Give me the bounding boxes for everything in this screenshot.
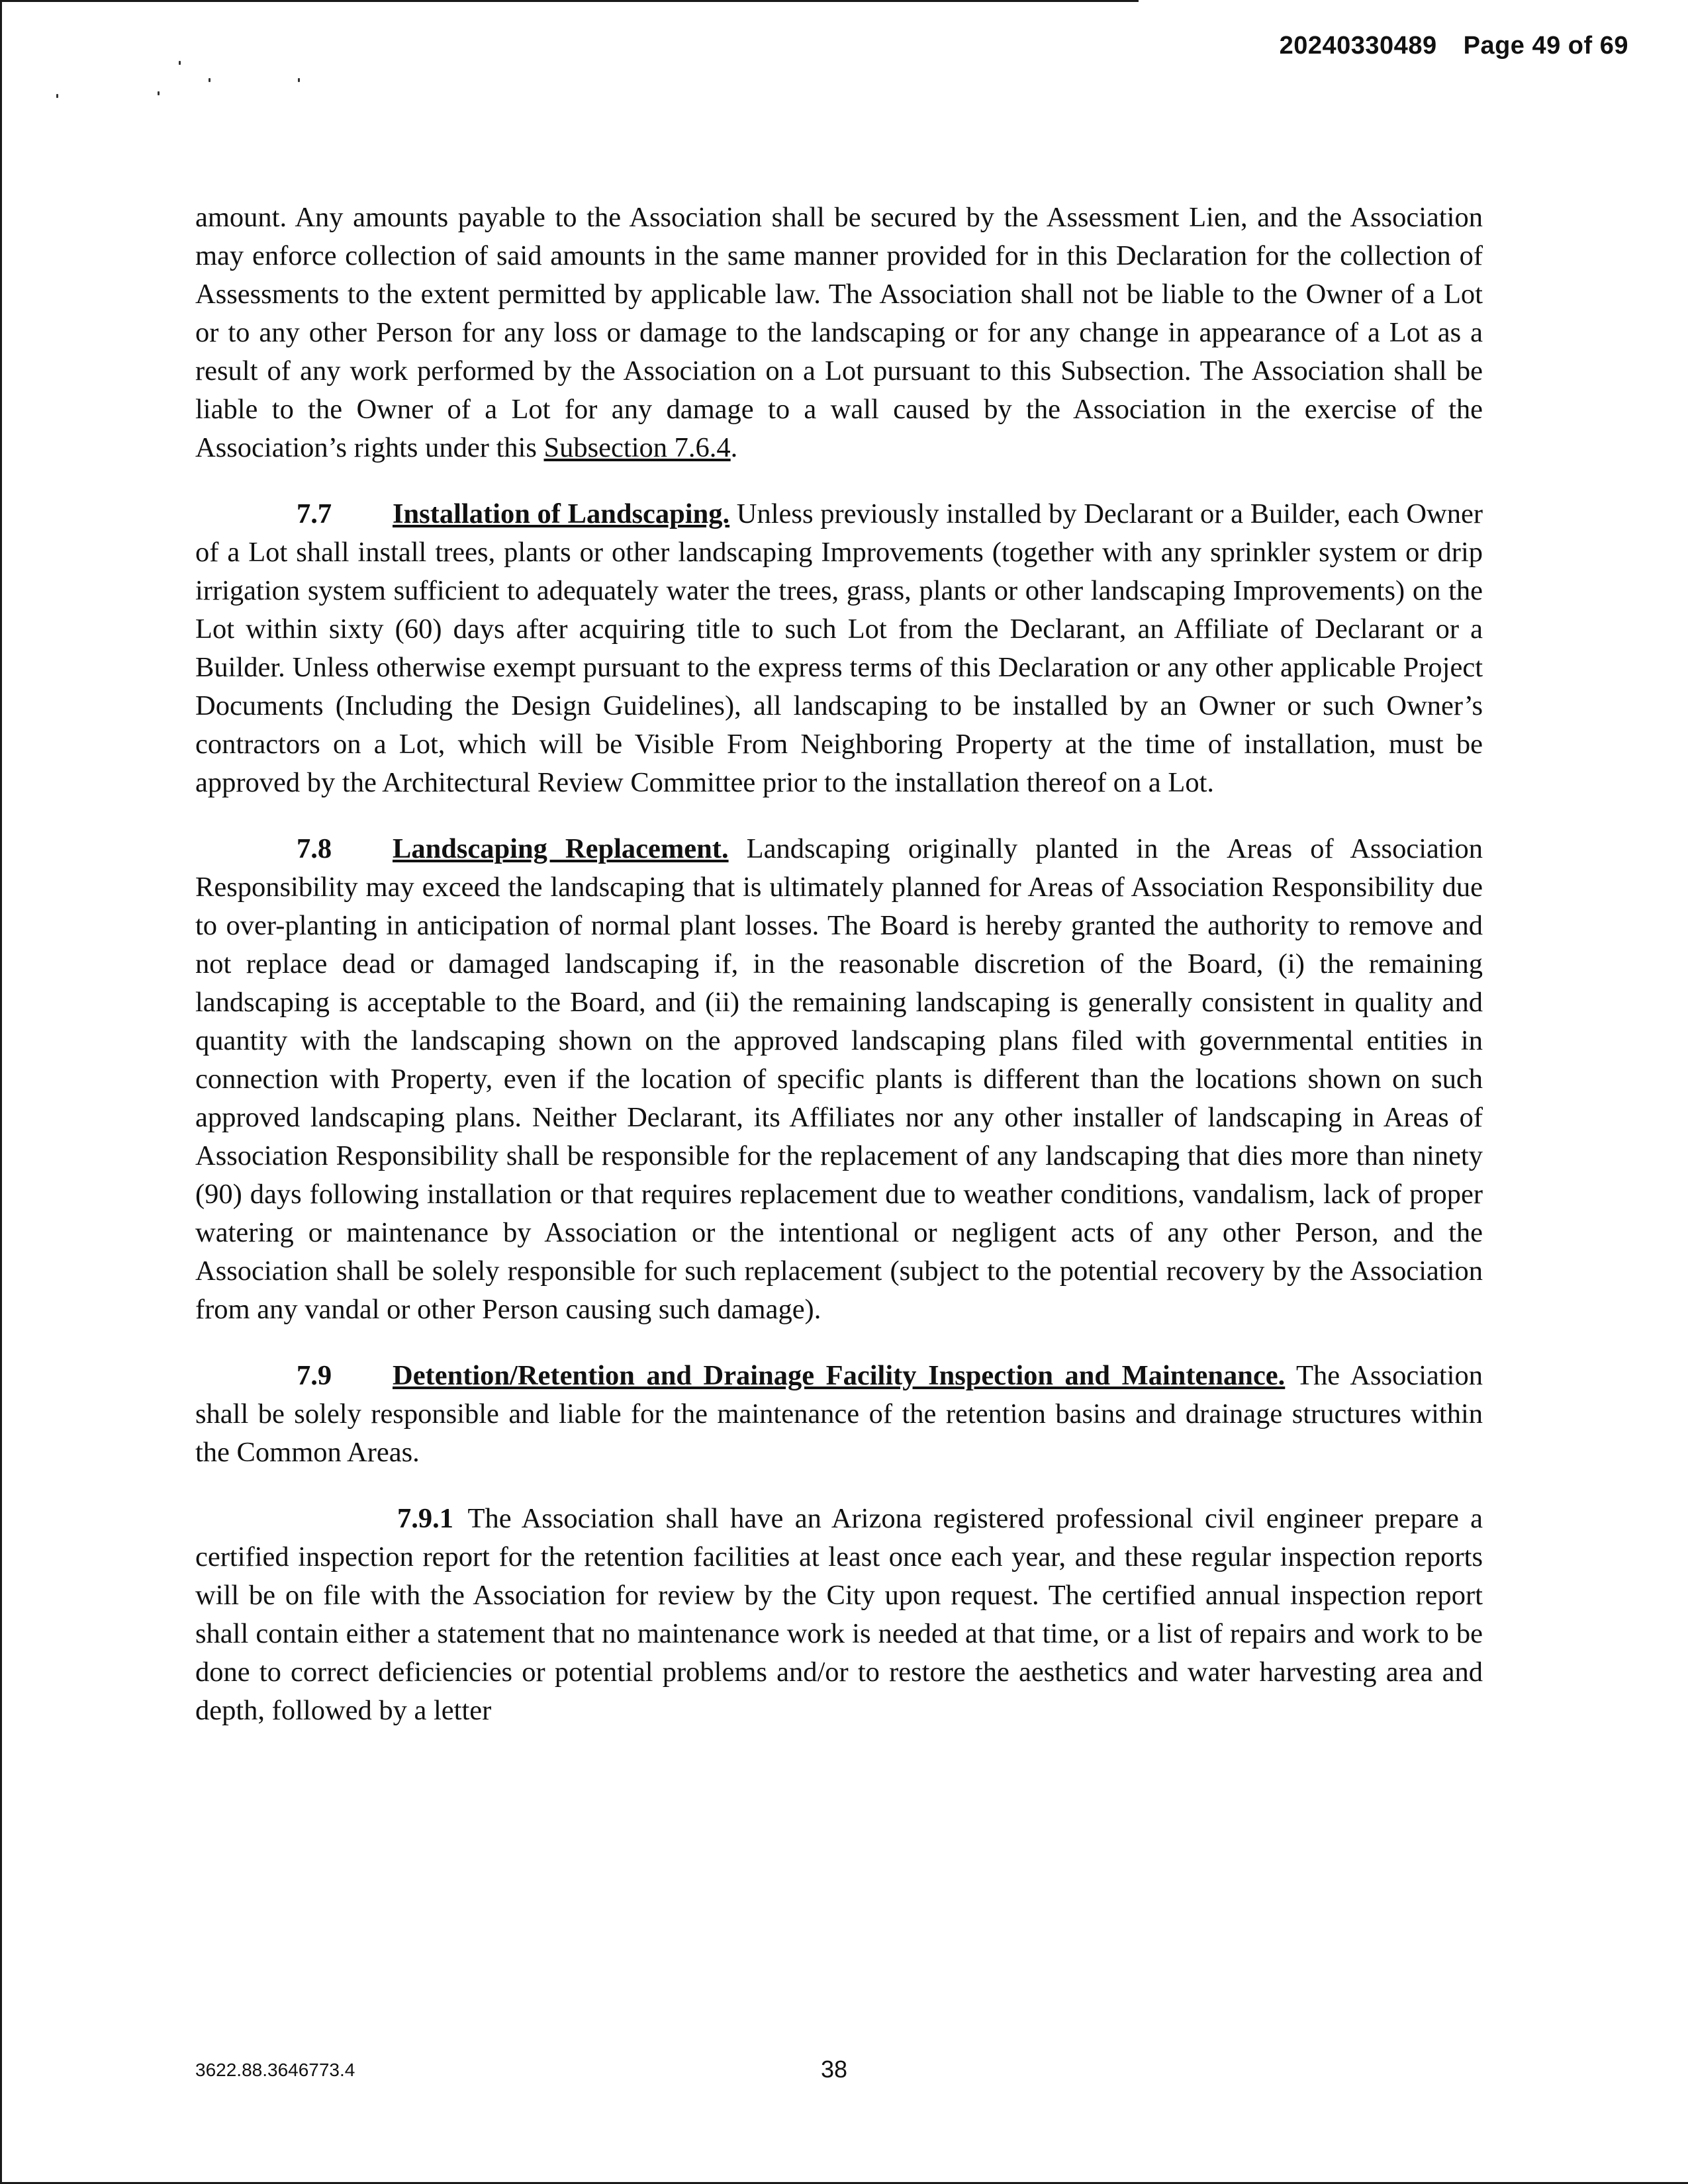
footer-page-number: 38 — [821, 2056, 848, 2083]
paragraph-continuation — [195, 199, 1483, 467]
subsection-text: The Association shall have an Arizona registered professional civil engineer prepare a certified inspection report for the retention facilities at least once each year, and these regular inspection reports will be on file with the Association for review by the City upon request. The certified annual inspection report shall contain either a statement that no maintenance work is needed at that time, or a list of repairs and work to be done to correct deficiencies or potential problems and/or to restore the aesthetics and water harvesting area and depth, followed by a letter — [195, 1503, 1483, 1726]
section-7-8 — [195, 830, 1483, 1329]
recording-stamp — [1280, 32, 1628, 60]
section-heading: Installation of Landscaping. — [393, 498, 730, 529]
page-label: Page 49 of 69 — [1463, 32, 1628, 60]
section-number: 7.9 — [297, 1360, 332, 1391]
footer-document-id: 3622.88.3646773.4 — [195, 2060, 355, 2080]
scan-border-left — [0, 0, 2, 2184]
section-text: Landscaping originally planted in the Areas of Association Responsibility may exceed the landscaping that is ultimately planned for Areas of Association Responsibility due to over-planting in anticipation of normal plant losses. The Board is hereby granted the authority to remove and not replace dead or damaged landscaping if, in the reasonable discretion of the Board, (i) the remaining landscaping is acceptable to the Board, and (ii) the remaining landscaping is generally consistent in quality and quantity with the landscaping shown on the approved landscaping plans filed with governmental entities in connection with Property, even if the location of specific plants is different than the locations shown on such approved landscaping plans. Neither Declarant, its Affiliates nor any other installer of landscaping in Areas of Association Responsibility shall be responsible for the replacement of any landscaping that dies more than ninety (90) days following installation or that requires replacement due to weather conditions, vandalism, lack of proper watering or maintenance by Association or the intentional or negligent acts of any other Person, and the Association shall be solely responsible for such replacement (subject to the potential recovery by the Association from any vandal or other Person causing such damage). — [195, 833, 1483, 1325]
scan-speck — [179, 61, 181, 65]
document-body — [195, 199, 1483, 1730]
record-number: 20240330489 — [1279, 32, 1437, 60]
section-heading: Landscaping Replacement. — [393, 833, 729, 864]
scan-speck — [56, 94, 58, 98]
scan-border-top — [0, 0, 1139, 2]
section-7-7 — [195, 495, 1483, 802]
subsection-reference: Subsection 7.6.4 — [543, 432, 731, 463]
paragraph-text: amount. Any amounts payable to the Association shall be secured by the Assessment Lien, and the Association may enforce collection of said amounts in the same manner provided for in this Declaration for the collection of Assessments to the extent permitted by applicable law. The Association shall not be liable to the Owner of a Lot or to any other Person for any loss or damage to the landscaping or for any change in appearance of a Lot as a result of any work performed by the Association on a Lot pursuant to this Subsection. The Association shall be liable to the Owner of a Lot for any damage to a wall caused by the Association in the exercise of the Association’s rights under this — [195, 202, 1483, 463]
paragraph-text: . — [730, 432, 738, 463]
section-text: The Association shall be solely responsible and liable for the maintenance of the retention basins and drainage structures within the Common Areas. — [195, 1360, 1483, 1468]
scan-speck — [158, 91, 160, 95]
section-text: Unless previously installed by Declarant or a Builder, each Owner of a Lot shall install trees, plants or other landscaping Improvements (together with any sprinkler system or drip irrigation system sufficient to adequately water the trees, grass, plants or other landscaping Improvements) on the Lot within sixty (60) days after acquiring title to such Lot from the Declarant, an Affiliate of Declarant or a Builder. Unless otherwise exempt pursuant to the express terms of this Declaration or any other applicable Project Documents (Including the Design Guidelines), all landscaping to be installed by an Owner or such Owner’s contractors on a Lot, which will be Visible From Neighboring Property at the time of installation, must be approved by the Architectural Review Committee prior to the installation thereof on a Lot. — [195, 498, 1483, 798]
section-number: 7.8 — [297, 833, 332, 864]
section-7-9 — [195, 1357, 1483, 1472]
section-number: 7.7 — [297, 498, 332, 529]
subsection-7-9-1 — [195, 1500, 1483, 1730]
subsection-number: 7.9.1 — [397, 1503, 453, 1534]
section-heading: Detention/Retention and Drainage Facility Inspection and Maintenance. — [393, 1360, 1286, 1391]
scan-speck — [209, 78, 211, 82]
scan-speck — [298, 78, 300, 82]
